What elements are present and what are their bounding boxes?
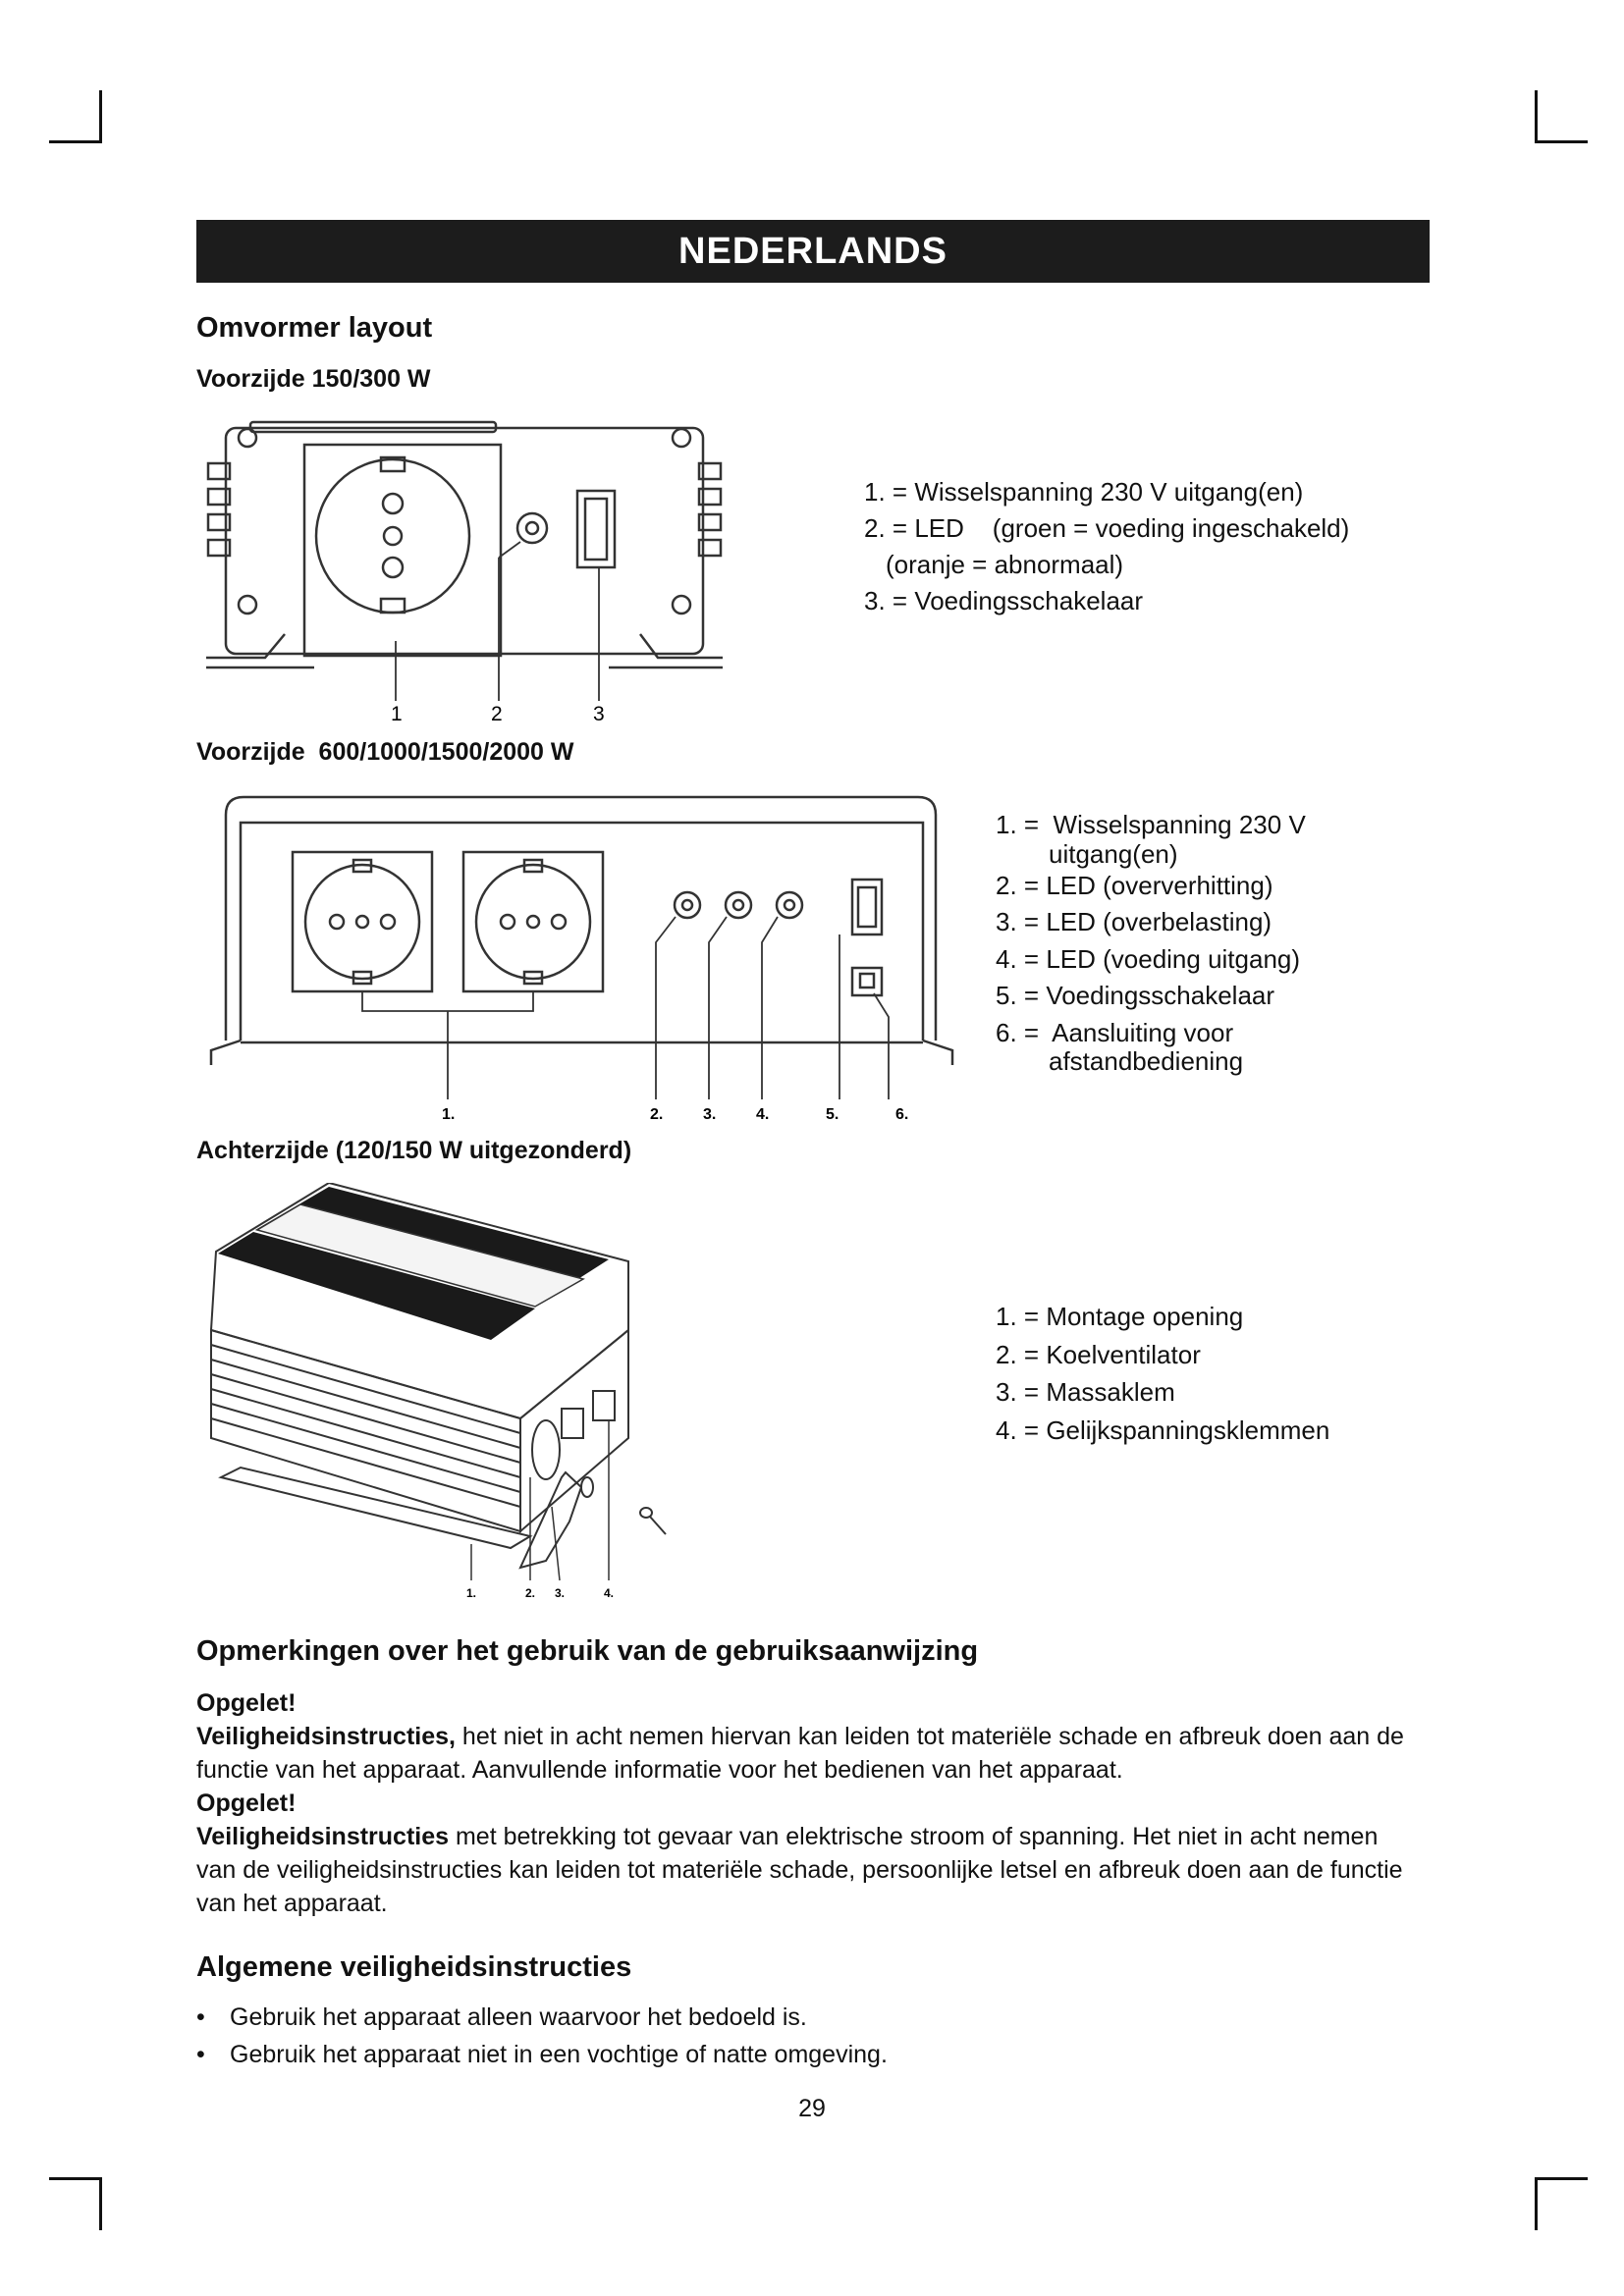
section-title-layout: Omvormer layout [196,312,433,344]
callout-5: 5. [826,1106,839,1123]
page-number: 29 [798,2095,826,2122]
callout-2: 2 [491,703,503,725]
safety-bullet-list [196,1999,888,2073]
legend-item: 6. = Aansluiting voor [996,1017,1234,1047]
paragraph-lead: Veiligheidsinstructies [196,1823,450,1850]
crop-mark-bottom-left-v [99,2177,102,2230]
legend-item: 1. = Wisselspanning 230 V [996,810,1306,839]
heading-rear: Achterzijde (120/150 W uitgezonderd) [196,1137,632,1164]
legend-item: 1. = Wisselspanning 230 V uitgang(en) [864,477,1304,507]
paragraph-safety-2 [196,1820,1424,1920]
paragraph-safety-1 [196,1720,1424,1787]
diagram-front-large [196,785,982,1124]
crop-mark-bottom-right-v [1535,2177,1538,2230]
callout-3: 3. [703,1106,717,1123]
crop-mark-top-right-h [1535,140,1588,143]
callout-2: 2. [525,1586,536,1600]
legend-item: 2. = LED (groen = voeding ingeschakeld) [864,513,1350,543]
caution-label: Opgelet! [196,1789,297,1817]
legend-item: 4. = Gelijkspanningsklemmen [996,1415,1330,1445]
paragraph-text: het niet in acht nemen hiervan kan leiden tot materiële schade en afbreuk doen aan de functie van het apparaat. Aanvullende informatie voor het bedienen van het apparaat. [196,1723,1404,1784]
callout-3: 3. [555,1586,566,1600]
crop-mark-top-right-v [1535,90,1538,143]
language-banner: NEDERLANDS [196,220,1430,283]
legend-item: afstandbediening [1049,1046,1244,1076]
crop-mark-top-left-h [49,140,102,143]
legend-item: uitgang(en) [1049,838,1178,869]
crop-mark-bottom-right-h [1535,2177,1588,2180]
crop-mark-bottom-left-h [49,2177,102,2180]
heading-front-small: Voorzijde 150/300 W [196,365,431,393]
legend-item: 4. = LED (voeding uitgang) [996,943,1301,974]
legend-item: 3. = Massaklem [996,1377,1175,1407]
legend-rear [996,1298,1329,1449]
diagram-rear [196,1183,687,1605]
diagram-front-small [196,410,751,726]
callout-1: 1 [391,703,403,725]
crop-mark-top-left-v [99,90,102,143]
legend-item: (oranje = abnormaal) [886,550,1124,579]
legend-item: 3. = Voedingsschakelaar [864,586,1144,615]
list-item: • Gebruik het apparaat niet in een vochtige of natte omgeving. [196,2036,888,2073]
legend-item: 5. = Voedingsschakelaar [996,981,1275,1010]
usage-notes-body [196,1686,1424,1920]
list-item: • Gebruik het apparaat alleen waarvoor het bedoeld is. [196,1999,888,2036]
callout-1: 1. [442,1106,456,1123]
legend-item: 1. = Montage opening [996,1302,1244,1331]
legend-front-large [996,807,1306,1075]
legend-item: 2. = LED (oververhitting) [996,870,1273,900]
callout-6: 6. [895,1106,909,1123]
paragraph-lead: Veiligheidsinstructies, [196,1723,456,1750]
caution-label: Opgelet! [196,1689,297,1717]
paragraph-text: met betrekking tot gevaar van elektrische stroom of spanning. Het niet in acht nemen van de veiligheidsinstructies kan leiden tot materiële schade, persoonlijke letsel en afbreuk doen aan de functie van het apparaat. [196,1823,1403,1917]
section-title-general-safety: Algemene veiligheidsinstructies [196,1951,632,1983]
legend-item: 2. = Koelventilator [996,1339,1201,1369]
heading-front-large: Voorzijde 600/1000/1500/2000 W [196,738,574,766]
callout-3: 3 [593,703,605,725]
callout-2: 2. [650,1106,664,1123]
callout-4: 4. [604,1586,615,1600]
callout-4: 4. [756,1106,770,1123]
legend-item: 3. = LED (overbelasting) [996,907,1272,936]
callout-1: 1. [466,1586,477,1600]
legend-front-small [864,474,1349,619]
section-title-usage-notes: Opmerkingen over het gebruik van de gebruiksaanwijzing [196,1635,979,1667]
